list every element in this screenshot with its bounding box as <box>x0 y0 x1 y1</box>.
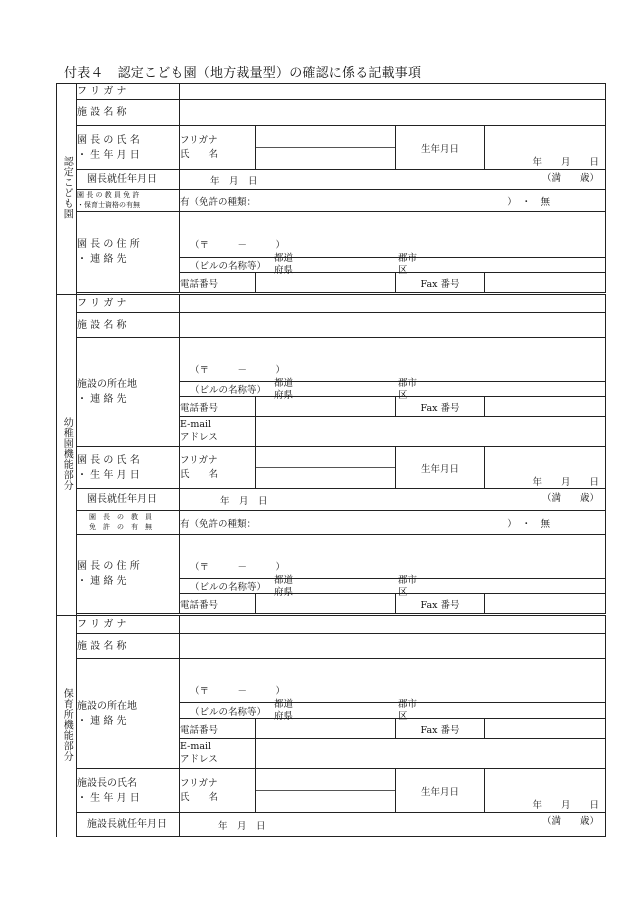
s1-furigana-label: フ リ ガ ナ <box>77 84 180 100</box>
s1-appoint-label: 園長就任年月日 <box>77 170 180 190</box>
s1-address-field[interactable]: （〒 － ） 都道 府県 郡市 区 <box>180 212 606 258</box>
s2-fax-label: Fax 番号 <box>396 397 485 417</box>
s2-facility-name-label: 施 設 名 称 <box>77 313 180 338</box>
s3-birth-date-field[interactable]: 年 月 日 （満 歳） <box>485 769 606 813</box>
s2-address-field[interactable]: （〒 － ） 都道 府県 郡市 区 <box>180 535 606 579</box>
s3-fax-input[interactable] <box>485 719 606 739</box>
section-label-kindergarten: 幼稚園機能部分 <box>57 295 77 616</box>
s3-email-label: E-mail アドレス <box>180 739 256 769</box>
s2-location-row <box>57 338 606 382</box>
s2-dir-building-field[interactable]: （ビルの名称等） <box>180 579 606 594</box>
s1-birth-header: 生年月日 <box>396 126 485 170</box>
section-label-kodomoen: 認定こども園 <box>57 84 77 295</box>
s3-tel-label: 電話番号 <box>180 719 256 739</box>
s2-furigana-input[interactable] <box>180 295 606 313</box>
s2-tel-label: 電話番号 <box>180 397 256 417</box>
s2-birth-date-field[interactable]: 年 月 日 （満 歳） <box>485 447 606 489</box>
s3-appoint-label: 施設長就任年月日 <box>77 813 180 837</box>
s3-appoint-row <box>57 813 606 837</box>
s3-director-inputs[interactable] <box>256 769 396 813</box>
s2-director-row <box>57 447 606 489</box>
s1-fax-input[interactable] <box>485 273 606 293</box>
s3-building-field[interactable]: （ビルの名称等） <box>180 703 606 719</box>
s2-dir-fax-label: Fax 番号 <box>396 594 485 614</box>
appendix-number: 付表４ <box>64 66 104 81</box>
s1-address-label: 園 長 の 住 所 ・ 連 絡 先 <box>77 212 180 293</box>
s3-director-sub-labels: フリガナ 氏 名 <box>180 769 256 813</box>
s1-facility-name-row <box>57 100 606 126</box>
s3-director-row <box>57 769 606 813</box>
s3-furigana-row <box>57 616 606 634</box>
s2-appoint-field[interactable]: 年 月 日 <box>180 489 606 511</box>
s2-director-sub-labels: フリガナ 氏 名 <box>180 447 256 489</box>
s2-birth-header: 生年月日 <box>396 447 485 489</box>
s3-director-name-field <box>256 790 395 791</box>
s2-fax-input[interactable] <box>485 397 606 417</box>
s3-director-label: 施設長の氏名 ・ 生 年 月 日 <box>77 769 180 813</box>
s3-facility-name-input[interactable] <box>180 634 606 659</box>
s3-location-row <box>57 659 606 703</box>
s2-dir-fax-input[interactable] <box>485 594 606 614</box>
s1-furigana-row <box>57 84 606 100</box>
s1-director-row <box>57 126 606 170</box>
s1-facility-name-label: 施 設 名 称 <box>77 100 180 126</box>
s1-director-name-field <box>256 147 395 148</box>
s2-email-input[interactable] <box>256 417 606 447</box>
s2-director-name-field <box>256 467 395 468</box>
s1-address-row <box>57 212 606 258</box>
s1-furigana-input[interactable] <box>180 84 606 100</box>
form-title: 認定こども園（地方裁量型）の確認に係る記載事項 <box>117 66 422 81</box>
s2-location-label: 施設の所在地 ・ 連 絡 先 <box>77 338 180 447</box>
s2-license-row <box>57 511 606 535</box>
s3-fax-label: Fax 番号 <box>396 719 485 739</box>
s1-license-label: 園 長 の 教 員 免 許 ・保育士資格の有無 <box>77 190 180 212</box>
s2-license-field[interactable]: 有（免許の種類： ） ・ 無 <box>180 511 606 535</box>
s1-appoint-field[interactable]: 年 月 日 <box>180 170 606 190</box>
s1-tel-label: 電話番号 <box>180 273 256 293</box>
page-title <box>64 62 421 81</box>
section-label-nursery: 保育所機能部分 <box>57 616 77 837</box>
s2-facility-name-row <box>57 313 606 338</box>
s1-birth-date-field[interactable]: 年 月 日 （満 歳） <box>485 126 606 170</box>
s1-appoint-row <box>57 170 606 190</box>
s1-building-field[interactable]: （ビルの名称等） <box>180 258 606 273</box>
s2-location-field[interactable]: （〒 － ） 都道 府県 郡市 区 <box>180 338 606 382</box>
s2-address-row <box>57 535 606 579</box>
s1-director-label: 園 長 の 氏 名 ・ 生 年 月 日 <box>77 126 180 170</box>
s1-director-inputs[interactable] <box>256 126 396 170</box>
s1-license-field[interactable]: 有（免許の種類： ） ・ 無 <box>180 190 606 212</box>
s3-location-field[interactable]: （〒 － ） 都道 府県 郡市 区 <box>180 659 606 703</box>
s2-appoint-row <box>57 489 606 511</box>
s3-facility-name-row <box>57 634 606 659</box>
s1-director-sub-labels: フリガナ 氏 名 <box>180 126 256 170</box>
s1-license-row <box>57 190 606 212</box>
s3-facility-name-label: 施 設 名 称 <box>77 634 180 659</box>
s2-email-label: E-mail アドレス <box>180 417 256 447</box>
s2-facility-name-input[interactable] <box>180 313 606 338</box>
s3-email-input[interactable] <box>256 739 606 769</box>
s2-license-label: 園 長 の 教 員 免 許 の 有 無 <box>77 511 180 535</box>
s3-appoint-field[interactable]: 年 月 日 <box>180 813 606 837</box>
s1-fax-label: Fax 番号 <box>396 273 485 293</box>
s2-appoint-label: 園長就任年月日 <box>77 489 180 511</box>
s3-furigana-label: フ リ ガ ナ <box>77 616 180 634</box>
s2-director-inputs[interactable] <box>256 447 396 489</box>
form-table <box>56 83 606 837</box>
s2-furigana-row <box>57 295 606 313</box>
s2-building-field[interactable]: （ビルの名称等） <box>180 382 606 397</box>
s3-furigana-input[interactable] <box>180 616 606 634</box>
s2-director-label: 園 長 の 氏 名 ・ 生 年 月 日 <box>77 447 180 489</box>
s3-birth-header: 生年月日 <box>396 769 485 813</box>
s3-location-label: 施設の所在地 ・ 連 絡 先 <box>77 659 180 769</box>
s1-facility-name-input[interactable] <box>180 100 606 126</box>
s2-dir-tel-label: 電話番号 <box>180 594 256 614</box>
s2-furigana-label: フ リ ガ ナ <box>77 295 180 313</box>
s2-address-label: 園 長 の 住 所 ・ 連 絡 先 <box>77 535 180 614</box>
